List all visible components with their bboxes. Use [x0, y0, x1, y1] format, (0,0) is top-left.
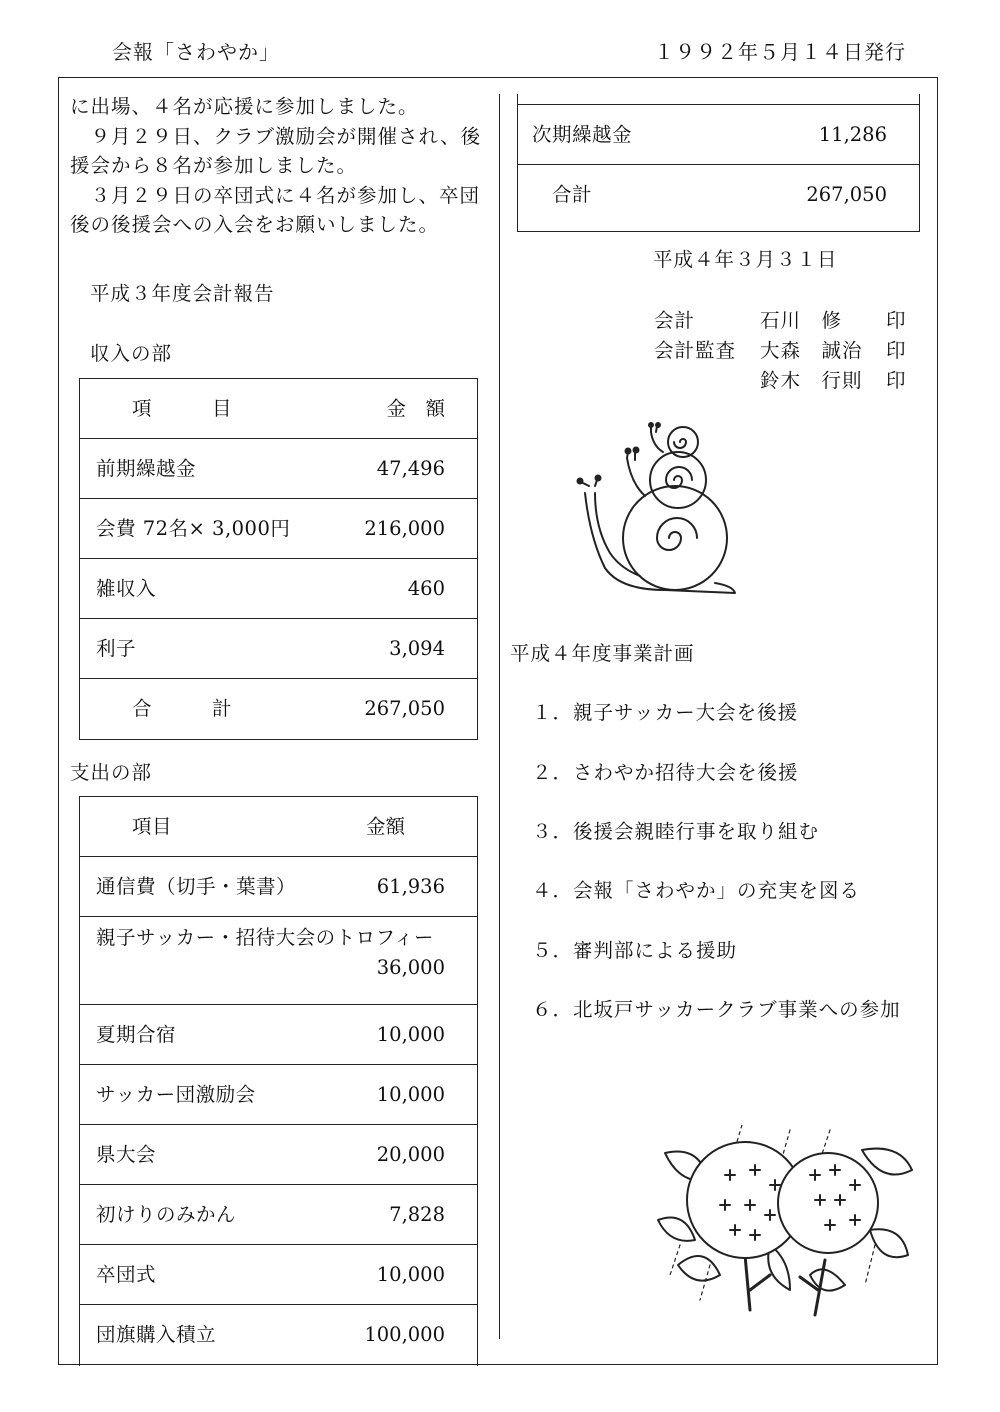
amount-cell: 20,000 — [376, 1143, 445, 1166]
seal-mark: 印 — [886, 369, 907, 392]
intro-line: ３月２９日の卒団式に４名が参加し、卒団 — [70, 183, 481, 207]
table-row — [80, 1245, 477, 1305]
table-header-row — [80, 797, 477, 857]
plan-item: １．親子サッカー大会を後援 — [532, 701, 799, 724]
total-row — [80, 679, 477, 739]
item-cell: 利子 — [96, 637, 137, 660]
plan-item: ５．審判部による援助 — [532, 939, 738, 962]
table-row — [80, 1185, 477, 1245]
amount-cell: 460 — [407, 577, 445, 600]
amount-cell: 10,000 — [376, 1263, 445, 1286]
amount-cell: 36,000 — [376, 956, 445, 979]
table-row — [80, 619, 477, 679]
item-header: 項 目 — [132, 397, 233, 420]
total-amount: 267,050 — [806, 183, 887, 206]
table-row — [80, 499, 477, 559]
amount-cell: 100,000 — [364, 1323, 445, 1346]
item-cell: 親子サッカー・招待大会のトロフィー — [96, 926, 435, 949]
expense-table — [79, 796, 478, 1366]
table-header-row — [80, 379, 477, 439]
item-cell: 団旗購入積立 — [96, 1323, 217, 1346]
total-label: 合 計 — [132, 697, 233, 720]
seal-mark: 印 — [886, 309, 907, 332]
amount-cell: 47,496 — [376, 457, 445, 480]
snail-illustration — [565, 418, 765, 608]
amount-cell: 216,000 — [364, 517, 445, 540]
amount-cell: 11,286 — [818, 123, 887, 146]
amount-cell: 3,094 — [389, 637, 445, 660]
hydrangea-illustration — [650, 1125, 920, 1325]
table-row — [80, 439, 477, 499]
report-title: 平成３年度会計報告 — [90, 282, 275, 305]
total-row — [518, 165, 919, 225]
plan-item: ２．さわやか招待大会を後援 — [532, 761, 799, 784]
item-cell: 夏期合宿 — [96, 1023, 177, 1046]
amount-cell: 10,000 — [376, 1023, 445, 1046]
table-row — [80, 1305, 477, 1365]
report-date: 平成４年３月３１日 — [653, 248, 838, 271]
amount-cell: 61,936 — [376, 875, 445, 898]
item-cell: 初けりのみかん — [96, 1203, 237, 1226]
carryover-table — [517, 94, 920, 232]
signature-name: 大森 誠治 — [760, 339, 863, 362]
intro-paragraph — [70, 92, 495, 240]
table-row — [80, 1005, 477, 1065]
seal-mark: 印 — [886, 339, 907, 362]
intro-line: ９月２９日、クラブ激励会が開催され、後 — [70, 124, 482, 148]
income-title: 収入の部 — [90, 342, 173, 365]
item-cell: 卒団式 — [96, 1263, 157, 1286]
item-header: 項目 — [132, 815, 173, 838]
table-row — [80, 857, 477, 917]
signature-name: 鈴木 行則 — [760, 369, 863, 392]
signature-role: 会計 — [654, 309, 696, 332]
intro-line: に出場、４名が応援に参加しました。 — [70, 95, 419, 118]
table-row — [518, 105, 919, 165]
expense-title: 支出の部 — [70, 761, 153, 784]
intro-line: 後の後援会への入会をお願いしました。 — [70, 213, 440, 236]
column-divider — [499, 94, 500, 1339]
item-cell: 通信費（切手・葉書） — [96, 875, 297, 898]
item-cell: 会費 72名× 3,000円 — [96, 517, 291, 540]
table-row — [80, 559, 477, 619]
table-row — [80, 1125, 477, 1185]
intro-line: 援会から８名が参加しました。 — [70, 154, 358, 177]
amount-header: 金額 — [365, 815, 405, 838]
item-cell: 次期繰越金 — [532, 123, 633, 146]
newsletter-title: 会報「さわやか」 — [112, 40, 280, 64]
plan-item: ６．北坂戸サッカークラブ事業への参加 — [532, 998, 901, 1021]
plan-item: ４．会報「さわやか」の充実を図る — [532, 879, 861, 902]
table-row — [80, 1065, 477, 1125]
total-label: 合計 — [552, 183, 593, 206]
item-cell: 前期繰越金 — [96, 457, 197, 480]
amount-header: 金 額 — [386, 397, 445, 420]
plan-title: 平成４年度事業計画 — [510, 642, 695, 665]
item-cell: 雑収入 — [96, 577, 157, 600]
signature-name: 石川 修 — [760, 309, 843, 332]
item-cell: 県大会 — [96, 1143, 157, 1166]
item-cell: サッカー団激励会 — [96, 1083, 256, 1106]
table-row — [80, 917, 477, 1005]
signature-role: 会計監査 — [654, 339, 737, 362]
amount-cell: 7,828 — [389, 1203, 445, 1226]
income-table — [79, 378, 478, 740]
plan-item: ３．後援会親睦行事を取り組む — [532, 820, 820, 843]
amount-cell: 10,000 — [376, 1083, 445, 1106]
issue-date: １９９２年５月１４日発行 — [654, 40, 906, 64]
total-amount: 267,050 — [364, 697, 445, 720]
